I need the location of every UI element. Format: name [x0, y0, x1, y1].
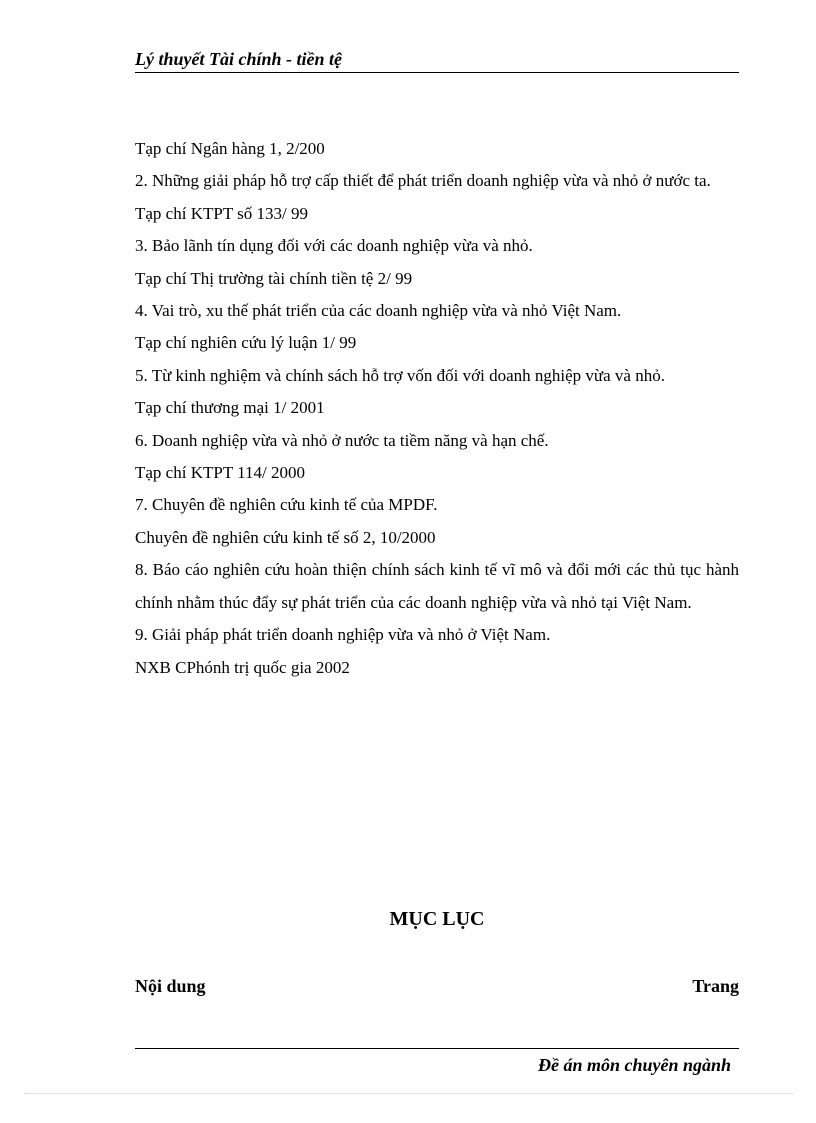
- references-list: [135, 133, 739, 684]
- page-footer: [135, 1048, 739, 1077]
- reference-line: Tạp chí nghiên cứu lý luận 1/ 99: [135, 333, 357, 353]
- toc-header-row: [135, 974, 739, 998]
- header-title: Lý thuyết Tài chính - tiền tệ: [135, 49, 342, 69]
- reference-line: 7. Chuyên đề nghiên cứu kinh tế của MPDF.: [135, 495, 438, 515]
- reference-line: 6. Doanh nghiệp vừa và nhỏ ở nước ta tiềm năng và hạn chế.: [135, 430, 549, 450]
- reference-line: 4. Vai trò, xu thế phát triển của các doanh nghiệp vừa và nhỏ Việt Nam.: [135, 301, 622, 321]
- page-header: [135, 48, 739, 73]
- reference-line: 9. Giải pháp phát triển doanh nghiệp vừa và nhỏ ở Việt Nam.: [135, 625, 551, 645]
- reference-line: Tạp chí thương mại 1/ 2001: [135, 398, 325, 418]
- toc-content-label: Nội dung: [135, 976, 206, 996]
- reference-line: Tạp chí Thị trường tài chính tiền tệ 2/ 99: [135, 268, 413, 288]
- toc-page-label: Trang: [692, 976, 739, 996]
- reference-line: Chuyên đề nghiên cứu kinh tế số 2, 10/2000: [135, 527, 436, 547]
- reference-line: 3. Bảo lãnh tín dụng đối với các doanh nghiệp vừa và nhỏ.: [135, 236, 533, 256]
- reference-line: NXB CPhónh trị quốc gia 2002: [135, 657, 350, 677]
- footer-title: Đề án môn chuyên ngành: [537, 1055, 731, 1075]
- toc-title: MỤC LỤC: [389, 908, 485, 930]
- reference-line: Tạp chí Ngân hàng 1, 2/200: [135, 139, 325, 158]
- reference-line: 8. Báo cáo nghiên cứu hoàn thiện chính sách kinh tế vĩ mô và đổi mới các thủ tục hành chính nhằm thúc đẩy sự phát triển của các doanh nghiệp vừa và nhỏ tại Việt Nam.: [135, 560, 739, 612]
- reference-line: Tạp chí KTPT 114/ 2000: [135, 463, 305, 483]
- reference-line: 5. Từ kinh nghiệm và chính sách hỗ trợ vốn đối với doanh nghiệp vừa và nhỏ.: [135, 365, 665, 385]
- reference-line: Tạp chí KTPT số 133/ 99: [135, 203, 308, 223]
- reference-line: 2. Những giải pháp hỗ trợ cấp thiết để phát triển doanh nghiệp vừa và nhỏ ở nước ta.: [135, 171, 711, 191]
- page-edge-divider: [24, 1093, 794, 1094]
